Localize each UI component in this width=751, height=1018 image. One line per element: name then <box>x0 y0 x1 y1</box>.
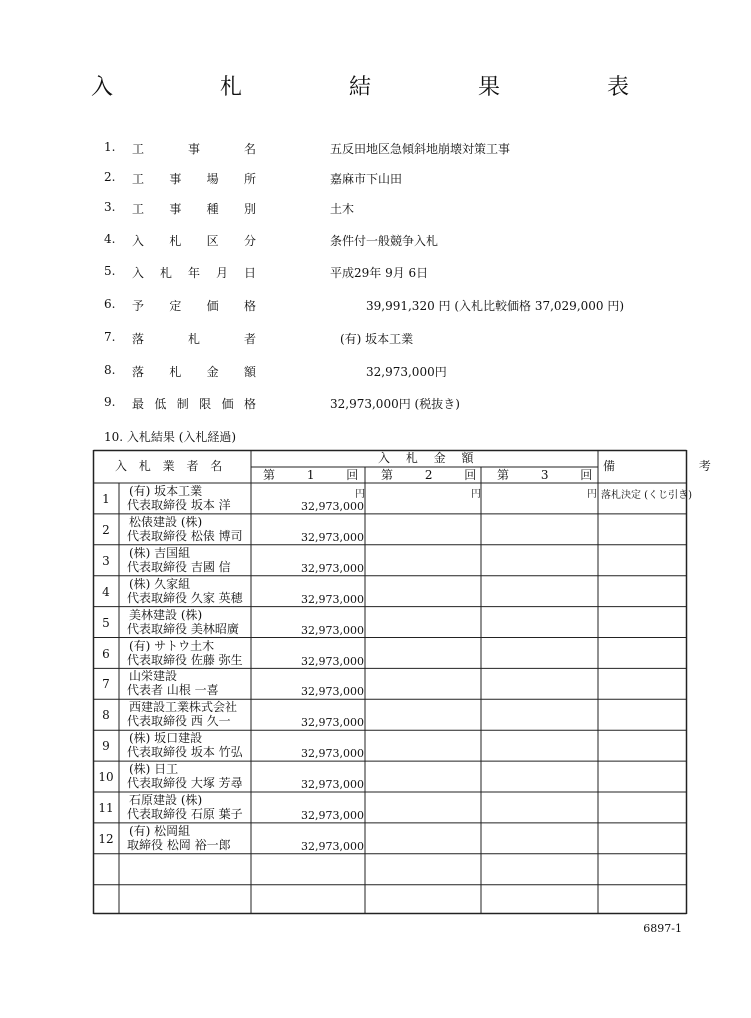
info-number: 8. <box>104 363 116 377</box>
yen-round-2: 円 <box>471 489 481 500</box>
info-label-char: 金 <box>206 365 219 379</box>
header-amount: 入 札 金 額 <box>378 451 480 465</box>
row-number: 12 <box>98 831 114 846</box>
info-label <box>132 140 256 157</box>
bidder-representative: 代表取締役 松俵 博司 <box>127 528 243 543</box>
bid-amount-round-1: 32,973,000 <box>301 685 364 699</box>
header-bidder: 入 札 業 者 名 <box>115 459 227 473</box>
header-round-3: 第 3 回 <box>497 468 607 482</box>
info-label <box>132 395 256 412</box>
bidder-company: (有) 松岡組 <box>129 823 191 838</box>
info-label-char: 分 <box>243 234 256 248</box>
bid-amount-round-1: 32,973,000 <box>301 778 364 792</box>
info-label-char: 最 <box>132 397 145 411</box>
bidder-representative: 代表者 山根 一喜 <box>127 683 219 698</box>
row-number: 1 <box>102 492 110 506</box>
info-label-char: 区 <box>206 234 219 248</box>
header-round-2: 第 2 回 <box>381 468 491 482</box>
bidder-representative: 代表取締役 石原 葉子 <box>127 807 243 821</box>
info-label <box>132 330 256 347</box>
info-label <box>132 264 256 281</box>
info-label-char: 予 <box>132 299 145 313</box>
info-label-char: 札 <box>159 266 172 280</box>
bid-amount-round-1: 32,973,000 <box>301 592 364 606</box>
bid-amount-round-1: 32,973,000 <box>301 530 364 544</box>
info-number: 9. <box>104 395 116 409</box>
info-label-char: 限 <box>199 397 212 411</box>
info-label-char: 日 <box>243 266 256 280</box>
info-label-char: 格 <box>243 299 256 313</box>
bid-amount-round-1: 32,973,000 <box>301 839 364 853</box>
row-number: 8 <box>102 708 110 723</box>
info-label-char: 工 <box>132 202 145 216</box>
bid-amount-round-1: 32,973,000 <box>301 654 364 668</box>
document-title: 入 札 結 果 表 <box>91 75 679 100</box>
info-label <box>132 170 256 187</box>
info-number: 1. <box>104 140 116 154</box>
info-label-char: 所 <box>243 172 256 186</box>
bid-amount-round-1: 32,973,000 <box>301 809 364 822</box>
info-number: 7. <box>104 330 116 344</box>
document-number: 6897-1 <box>643 922 682 935</box>
header-round-1: 第 1 回 <box>263 468 373 482</box>
info-label-char: 制 <box>176 397 189 411</box>
remarks: 落札決定 (くじ引き) <box>601 490 692 501</box>
info-value: 32,973,000円 <box>366 365 447 379</box>
info-label-char: 札 <box>187 332 200 346</box>
yen-round-3: 円 <box>587 489 597 500</box>
bidder-company: 美林建設 (株) <box>129 607 203 622</box>
bidder-representative: 代表取締役 坂本 洋 <box>127 498 231 512</box>
row-number: 7 <box>102 677 110 692</box>
info-label <box>132 297 256 314</box>
info-label-char: 工 <box>132 142 145 156</box>
row-number: 10 <box>98 770 114 785</box>
yen-round-1: 円 <box>355 489 365 500</box>
bid-amount-round-1: 32,973,000 <box>301 623 364 637</box>
bidder-representative: 代表取締役 坂本 竹弘 <box>127 745 243 760</box>
row-number: 2 <box>102 522 110 537</box>
bidder-representative: 代表取締役 美林昭廣 <box>127 621 239 636</box>
info-label-char: 札 <box>169 365 182 379</box>
info-label-char: 札 <box>169 234 182 248</box>
info-label-char: 者 <box>243 332 256 346</box>
bidder-company: 西建設工業株式会社 <box>129 700 238 715</box>
info-label-char: 落 <box>132 332 145 346</box>
info-label-char: 事 <box>187 142 200 156</box>
info-value: (有) 坂本工業 <box>340 332 414 346</box>
info-label <box>132 363 256 380</box>
info-label-char: 入 <box>132 234 145 248</box>
info-label-char: 定 <box>169 299 182 313</box>
row-number: 4 <box>102 584 110 599</box>
bidder-company: (株) 久家組 <box>129 576 191 591</box>
info-number: 3. <box>104 200 116 214</box>
info-number: 2. <box>104 170 116 184</box>
info-label-char: 格 <box>243 397 256 411</box>
info-value: 五反田地区急傾斜地崩壊対策工事 <box>330 142 511 156</box>
bid-amount-round-1: 32,973,000 <box>301 561 364 575</box>
info-label-char: 低 <box>154 397 167 411</box>
info-label-char: 別 <box>243 202 256 216</box>
info-value: 32,973,000円 (税抜き) <box>330 397 460 411</box>
info-value: 39,991,320 円 (入札比較価格 37,029,000 円) <box>366 299 625 313</box>
info-label-char: 種 <box>206 202 219 216</box>
info-label-char: 月 <box>215 266 228 280</box>
info-number: 5. <box>104 264 116 278</box>
info-label-char: 年 <box>187 266 200 280</box>
info-value: 嘉麻市下山田 <box>330 172 403 186</box>
info-label-char: 場 <box>206 172 219 186</box>
bidder-representative: 代表取締役 佐藤 弥生 <box>127 652 243 667</box>
results-table <box>93 450 751 914</box>
info-label <box>132 232 256 249</box>
row-number: 9 <box>102 739 110 754</box>
bid-amount-round-1: 32,973,000 <box>301 716 364 730</box>
bidder-company: (有) サトウ土木 <box>129 638 215 653</box>
row-number: 6 <box>102 646 110 661</box>
info-label-char: 額 <box>243 365 256 379</box>
row-number: 11 <box>98 801 114 815</box>
info-label-char: 入 <box>132 266 145 280</box>
bidder-company: (有) 坂本工業 <box>129 484 203 498</box>
info-label-char: 事 <box>169 202 182 216</box>
bidder-representative: 代表取締役 吉國 信 <box>127 559 231 574</box>
info-label-char: 名 <box>243 142 256 156</box>
bidder-company: (株) 吉国組 <box>129 545 191 560</box>
bidder-company: (株) 日工 <box>129 762 179 777</box>
bidder-representative: 代表取締役 大塚 芳尋 <box>127 776 243 791</box>
bidder-company: (株) 坂口建設 <box>129 731 203 746</box>
info-value: 平成29年 9月 6日 <box>330 266 429 280</box>
bidder-representative: 取締役 松岡 裕一郎 <box>127 837 231 852</box>
bidder-company: 山栄建設 <box>129 669 178 684</box>
info-label-char: 工 <box>132 172 145 186</box>
info-label-char: 落 <box>132 365 145 379</box>
info-label-char: 価 <box>221 397 234 411</box>
bidder-representative: 代表取締役 久家 英穂 <box>127 590 243 605</box>
info-value: 土木 <box>330 202 355 216</box>
bidder-company: 松俵建設 (株) <box>129 514 203 529</box>
info-label-char: 価 <box>206 299 219 313</box>
info-number: 6. <box>104 297 116 311</box>
results-label: 10. 入札結果 (入札経過) <box>104 430 237 444</box>
info-label-char: 事 <box>169 172 182 186</box>
info-value: 条件付一般競争入札 <box>330 234 439 248</box>
row-number: 5 <box>102 615 110 630</box>
bid-amount-round-1: 32,973,000 <box>301 747 364 761</box>
bidder-representative: 代表取締役 西 久一 <box>127 714 231 729</box>
info-number: 4. <box>104 232 116 246</box>
info-label <box>132 200 256 217</box>
bid-amount-round-1: 32,973,000 <box>301 500 364 513</box>
row-number: 3 <box>102 553 110 568</box>
header-remarks: 備 考 <box>603 459 751 473</box>
bidder-company: 石原建設 (株) <box>129 793 203 807</box>
